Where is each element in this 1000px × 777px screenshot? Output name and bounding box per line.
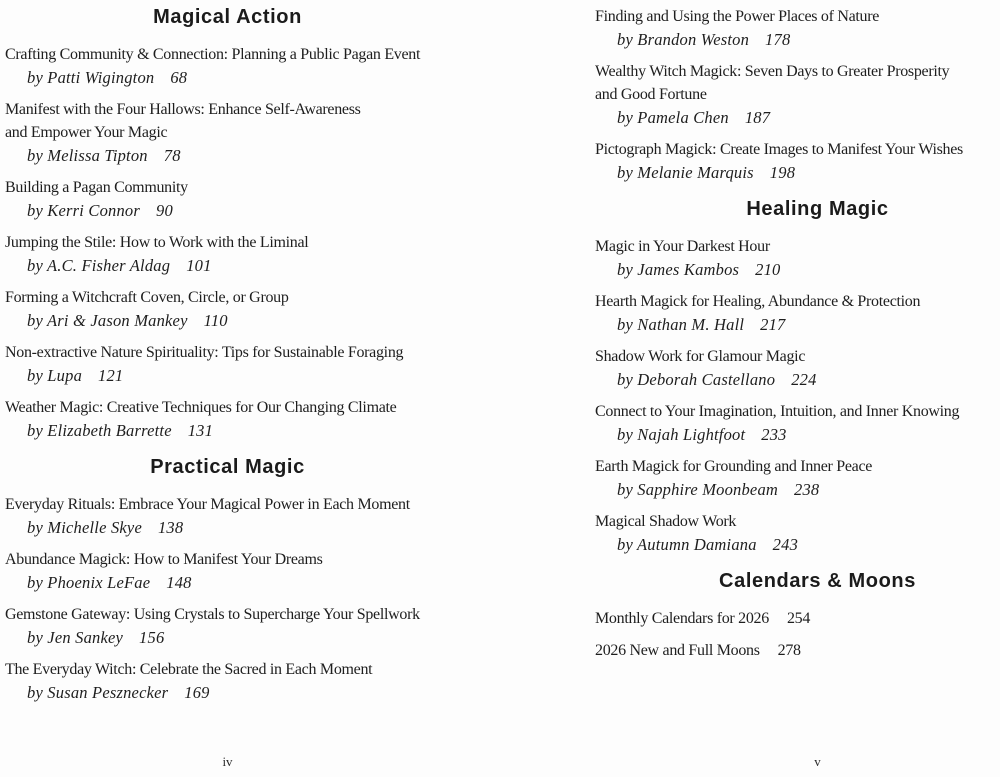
- entry-page-number: 187: [744, 108, 771, 127]
- entry-title: [5, 231, 450, 254]
- toc-entry: [595, 400, 1000, 446]
- entry-page-number: 90: [156, 201, 173, 220]
- entry-title-line: Shadow Work for Glamour Magic: [595, 348, 806, 365]
- entry-author: by Melissa Tipton: [27, 146, 148, 165]
- entry-byline: [617, 161, 1000, 184]
- entry-page-number: 110: [203, 311, 228, 330]
- entry-byline: [617, 478, 1000, 501]
- entry-title: [595, 5, 1000, 28]
- toc-entry: [5, 98, 450, 167]
- entry-title-line: Connect to Your Imagination, Intuition, and Inner Knowing: [595, 403, 960, 420]
- entry-title-line: Wealthy Witch Magick: Seven Days to Greater Prosperity: [595, 63, 950, 80]
- entry-author: by Lupa: [27, 366, 83, 385]
- entry-title-line: The Everyday Witch: Celebrate the Sacred in Each Moment: [5, 661, 373, 678]
- entry-byline: [617, 533, 1000, 556]
- entry-title: [5, 341, 450, 364]
- entry-page-number: 78: [163, 146, 181, 165]
- entry-byline: [27, 309, 450, 332]
- entry-author: by A.C. Fisher Aldag: [27, 256, 171, 275]
- entry-byline: [27, 516, 450, 539]
- toc-entry: [5, 548, 450, 594]
- toc-entry: [595, 639, 1000, 662]
- entry-byline: [27, 681, 450, 704]
- entry-author: by Pamela Chen: [617, 108, 729, 127]
- entry-byline: [27, 144, 450, 167]
- entry-author: by Elizabeth Barrette: [27, 421, 172, 440]
- entry-byline: [617, 368, 1000, 391]
- section-heading-magical-action: Magical Action: [153, 6, 302, 28]
- toc-entry: [5, 341, 450, 387]
- entry-page-number: 233: [761, 425, 787, 444]
- entry-page-number: 198: [769, 163, 796, 182]
- entry-page-number: 243: [772, 535, 799, 554]
- entry-page-number: 217: [760, 315, 786, 334]
- entry-page-number: 210: [755, 260, 781, 279]
- entry-author: by Kerri Connor: [27, 201, 141, 220]
- entry-page-number: 278: [777, 642, 801, 659]
- section-heading-healing-magic: Healing Magic: [746, 198, 889, 220]
- section-heading-practical-magic: Practical Magic: [150, 456, 305, 478]
- toc-entry: [5, 396, 450, 442]
- entry-title-line: 2026 New and Full Moons: [595, 642, 760, 659]
- entry-page-number: 121: [98, 366, 124, 385]
- page-left: [5, 0, 450, 777]
- entry-byline: [27, 419, 450, 442]
- toc-entry: [595, 510, 1000, 556]
- toc-entry: [595, 235, 1000, 281]
- entry-page-number: 178: [765, 30, 791, 49]
- entry-title-line: Pictograph Magick: Create Images to Manifest Your Wishes: [595, 141, 963, 158]
- entry-title: [5, 43, 450, 66]
- entry-author: by Ari & Jason Mankey: [27, 311, 188, 330]
- entry-page-number: 156: [139, 628, 165, 647]
- toc-entry: [5, 493, 450, 539]
- toc-entry: [5, 176, 450, 222]
- entry-title: [5, 396, 450, 419]
- toc-entry: [5, 231, 450, 277]
- entry-page-number: 169: [184, 683, 210, 702]
- entry-page-number: 138: [157, 518, 184, 537]
- toc-entry: [5, 43, 450, 89]
- entry-title: [5, 603, 450, 626]
- entry-author: by Nathan M. Hall: [617, 315, 745, 334]
- entry-author: by Melanie Marquis: [617, 163, 754, 182]
- toc-entry: [595, 290, 1000, 336]
- entry-title-line: Magic in Your Darkest Hour: [595, 238, 770, 255]
- entry-title-line: and Empower Your Magic: [5, 124, 168, 141]
- toc-entry: [595, 345, 1000, 391]
- entry-author: by Sapphire Moonbeam: [617, 480, 779, 499]
- entry-title-line: Magical Shadow Work: [595, 513, 737, 530]
- section-heading-calendars-moons: Calendars & Moons: [719, 570, 916, 592]
- entry-byline: [27, 364, 450, 387]
- entry-byline: [27, 626, 450, 649]
- entry-title-line: Building a Pagan Community: [5, 179, 188, 196]
- entry-author: by Deborah Castellano: [617, 370, 776, 389]
- entry-title-line: Abundance Magick: How to Manifest Your Dreams: [5, 551, 323, 568]
- folio-right: v: [814, 754, 821, 769]
- entry-title: [5, 658, 450, 681]
- entry-author: by Susan Pesznecker: [27, 683, 169, 702]
- entry-title: [595, 290, 1000, 313]
- entry-title-line: Weather Magic: Creative Techniques for Our Changing Climate: [5, 399, 397, 416]
- entry-byline: [617, 28, 1000, 51]
- toc-entry: [595, 5, 1000, 51]
- entry-title: [595, 455, 1000, 478]
- entry-title-line: Monthly Calendars for 2026: [595, 610, 769, 627]
- toc-entry: [5, 286, 450, 332]
- entry-title: [5, 98, 450, 144]
- entry-title: [595, 235, 1000, 258]
- entry-author: by Najah Lightfoot: [617, 425, 746, 444]
- entry-title: [595, 510, 1000, 533]
- entry-title: [5, 548, 450, 571]
- entry-page-number: 254: [786, 610, 811, 627]
- entry-page-number: 68: [170, 68, 188, 87]
- entry-title: [595, 400, 1000, 423]
- entry-title-line: Everyday Rituals: Embrace Your Magical Power in Each Moment: [5, 496, 410, 513]
- entry-author: by Phoenix LeFae: [27, 573, 151, 592]
- entry-title-line: Finding and Using the Power Places of Nature: [595, 8, 880, 25]
- toc-entry: [595, 138, 1000, 184]
- entry-author: by Patti Wigington: [27, 68, 155, 87]
- entry-author: by Brandon Weston: [617, 30, 750, 49]
- entry-page-number: 101: [186, 256, 212, 275]
- toc-entry: [595, 455, 1000, 501]
- entry-title-line: Non-extractive Nature Spirituality: Tips for Sustainable Foraging: [5, 344, 404, 361]
- entry-byline: [617, 313, 1000, 336]
- entry-title: [595, 639, 1000, 662]
- entry-byline: [27, 254, 450, 277]
- entry-author: by Michelle Skye: [27, 518, 142, 537]
- entry-author: by Jen Sankey: [27, 628, 124, 647]
- entry-title-line: Gemstone Gateway: Using Crystals to Supercharge Your Spellwork: [5, 606, 420, 623]
- toc-entry: [5, 658, 450, 704]
- entry-byline: [27, 199, 450, 222]
- entry-title: [595, 345, 1000, 368]
- entry-title: [5, 493, 450, 516]
- entry-title-line: Jumping the Stile: How to Work with the Liminal: [5, 234, 309, 251]
- entry-title-line: Hearth Magick for Healing, Abundance & Protection: [595, 293, 921, 310]
- entry-title-line: Manifest with the Four Hallows: Enhance Self-Awareness: [5, 101, 361, 118]
- entry-page-number: 238: [794, 480, 820, 499]
- entry-title-line: Earth Magick for Grounding and Inner Peace: [595, 458, 873, 475]
- entry-byline: [617, 258, 1000, 281]
- entry-page-number: 148: [166, 573, 192, 592]
- entry-byline: [27, 571, 450, 594]
- page-right: [595, 0, 1000, 777]
- entry-title: [595, 138, 1000, 161]
- toc-entry: [595, 607, 1000, 630]
- entry-title: [5, 286, 450, 309]
- entry-author: by James Kambos: [617, 260, 740, 279]
- toc-entry: [595, 60, 1000, 129]
- entry-title: [5, 176, 450, 199]
- entry-title-line: Forming a Witchcraft Coven, Circle, or Group: [5, 289, 289, 306]
- entry-title-line: Crafting Community & Connection: Planning a Public Pagan Event: [5, 46, 421, 63]
- entry-title-line: and Good Fortune: [595, 86, 707, 103]
- entry-page-number: 224: [791, 370, 817, 389]
- toc-entry: [5, 603, 450, 649]
- folio-left: iv: [222, 754, 233, 769]
- entry-byline: [617, 106, 1000, 129]
- entry-author: by Autumn Damiana: [617, 535, 757, 554]
- entry-page-number: 131: [187, 421, 214, 440]
- entry-byline: [617, 423, 1000, 446]
- entry-title: [595, 60, 1000, 106]
- entry-byline: [27, 66, 450, 89]
- entry-title: [595, 607, 1000, 630]
